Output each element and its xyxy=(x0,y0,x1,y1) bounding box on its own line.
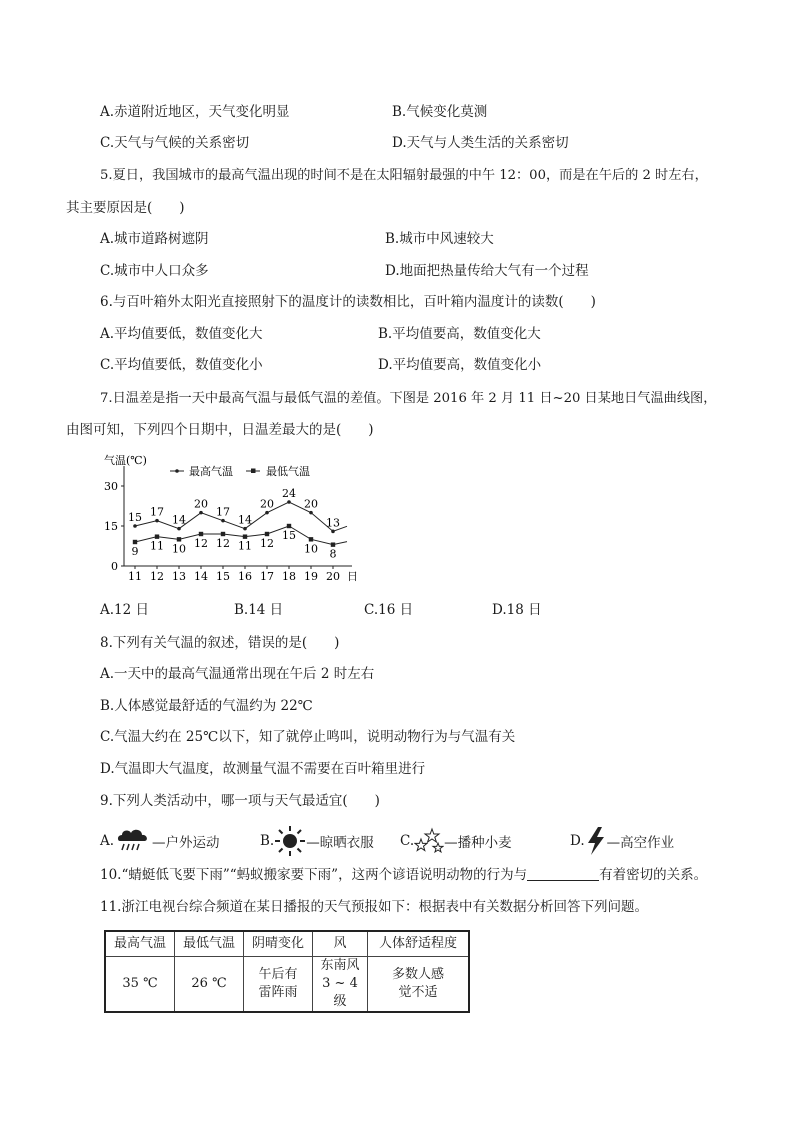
q8-option-d: D.气温即大气温度，故测量气温不需要在百叶箱里进行 xyxy=(100,761,426,777)
q8-option-a: A.一天中的最高气温通常出现在午后 2 时左右 xyxy=(100,666,375,682)
x-tick-label: 11 xyxy=(128,570,142,583)
header-max-temp: 最高气温 xyxy=(105,931,175,957)
cell-comfort-line1: 多数人感 xyxy=(391,967,444,982)
x-tick-label: 14 xyxy=(194,570,208,583)
q9-option-a-letter: A. xyxy=(100,833,115,849)
x-tick-label: 20 xyxy=(326,570,340,583)
cell-weather xyxy=(244,957,313,1013)
q9-option-d-letter: D. xyxy=(570,833,585,849)
cell-wind-line1: 东南风 xyxy=(320,958,360,973)
min-temp-label: 15 xyxy=(282,529,296,542)
q8-option-b: B.人体感觉最舒适的气温约为 22℃ xyxy=(100,698,313,714)
q7-option-a: A.12 日 xyxy=(100,602,150,618)
legend-min-marker xyxy=(251,469,256,474)
min-temp-label: 8 xyxy=(329,547,337,561)
q9-stem: 9.下列人类活动中，哪一项与天气最适宜( ) xyxy=(100,793,380,809)
q9-option-c-text: —播种小麦 xyxy=(444,835,512,851)
max-temp-point xyxy=(177,527,181,531)
x-tick-label: 16 xyxy=(238,570,252,583)
sun-icon xyxy=(274,825,306,857)
max-temp-point xyxy=(199,511,203,515)
cell-wind xyxy=(313,957,368,1013)
min-temp-label: 11 xyxy=(150,539,164,553)
q9-option-b-letter: B. xyxy=(260,833,275,849)
legend-min-label: 最低气温 xyxy=(266,465,310,478)
q9-option-c xyxy=(400,824,512,858)
min-temp-label: 12 xyxy=(194,537,208,550)
x-tick-label: 18 xyxy=(282,570,296,583)
q4-option-a: A.赤道附近地区，天气变化明显 xyxy=(100,104,290,120)
q7-option-d: D.18 日 xyxy=(492,602,542,618)
min-temp-label: 12 xyxy=(260,537,274,550)
table-row xyxy=(105,957,469,1013)
cell-wind-line2: 3 ~ 4 级 xyxy=(322,976,358,1009)
q5-stem-line2: 其主要原因是( ) xyxy=(66,200,185,216)
q5-option-a: A.城市道路树遮阴 xyxy=(100,231,209,247)
q9-option-c-letter: C. xyxy=(400,833,415,849)
q9-option-a-text: —户外运动 xyxy=(152,835,220,851)
cell-weather-line1: 午后有 xyxy=(258,967,298,982)
q6-option-c: C.平均值要低，数值变化小 xyxy=(100,357,263,373)
q9-option-d xyxy=(570,824,674,858)
q10-answer-blank[interactable] xyxy=(527,866,599,881)
y-tick-label: 0 xyxy=(111,560,118,573)
header-weather: 阴晴变化 xyxy=(244,931,313,957)
cell-weather-line2: 雷阵雨 xyxy=(258,985,298,1000)
q8-stem: 8.下列有关气温的叙述，错误的是( ) xyxy=(100,635,340,651)
rain-cloud-icon xyxy=(114,826,152,856)
header-comfort: 人体舒适程度 xyxy=(368,931,470,957)
header-min-temp: 最低气温 xyxy=(175,931,244,957)
temperature-chart xyxy=(100,448,362,588)
q4-option-b: B.气候变化莫测 xyxy=(392,104,488,120)
y-tick-label: 30 xyxy=(104,480,118,493)
q9-option-a xyxy=(100,824,220,858)
q9-option-b-text: —晾晒衣服 xyxy=(306,835,374,851)
temperature-chart-svg xyxy=(100,448,362,588)
q7-stem-line2: 由图可知，下列四个日期中，日温差最大的是( ) xyxy=(66,422,374,438)
x-tick-label: 15 xyxy=(216,570,230,583)
q10-stem xyxy=(100,866,707,884)
q7-option-c: C.16 日 xyxy=(364,602,414,618)
x-tick-label: 13 xyxy=(172,570,186,583)
max-temp-label: 17 xyxy=(216,505,230,519)
lightning-icon xyxy=(585,826,607,856)
table-header-row xyxy=(105,931,469,957)
min-temp-point xyxy=(331,542,335,546)
q6-stem: 6.与百叶箱外太阳光直接照射下的温度计的读数相比，百叶箱内温度计的读数( ) xyxy=(100,294,596,310)
max-temp-point xyxy=(221,519,225,523)
x-tick-label: 12 xyxy=(150,570,164,583)
stars-icon xyxy=(414,827,444,855)
q5-option-b: B.城市中风速较大 xyxy=(385,231,494,247)
q10-text-before: 10.“蜻蜓低飞要下雨”“蚂蚁搬家要下雨”，这两个谚语说明动物的行为与 xyxy=(100,867,528,883)
max-temp-label: 14 xyxy=(172,513,186,527)
cell-comfort xyxy=(368,957,470,1013)
cell-max-temp: 35 ℃ xyxy=(105,957,175,1013)
cell-comfort-line2: 觉不适 xyxy=(398,985,438,1000)
q9-options xyxy=(100,824,720,858)
q6-option-d: D.平均值要高，数值变化小 xyxy=(378,357,542,373)
max-temp-label: 17 xyxy=(150,505,164,519)
max-temp-point xyxy=(243,527,247,531)
header-wind: 风 xyxy=(313,931,368,957)
q5-option-c: C.城市中人口众多 xyxy=(100,263,209,279)
q7-stem-line1: 7.日温差是指一天中最高气温与最低气温的差值。下图是 2016 年 2 月 11 日~20 日某地日气温曲线图， xyxy=(100,391,717,406)
max-temp-point xyxy=(133,524,137,528)
q4-option-d: D.天气与人类生活的关系密切 xyxy=(392,135,569,151)
min-temp-label: 12 xyxy=(216,537,230,550)
q6-option-b: B.平均值要高，数值变化大 xyxy=(378,326,541,342)
min-temp-point xyxy=(265,532,269,536)
max-temp-label: 14 xyxy=(238,513,252,527)
min-temp-point xyxy=(243,534,247,538)
legend-max-marker xyxy=(175,469,179,473)
q6-option-a: A.平均值要低，数值变化大 xyxy=(100,326,263,342)
min-temp-point xyxy=(221,532,225,536)
max-temp-point xyxy=(265,511,269,515)
q9-option-b xyxy=(260,824,374,858)
max-temp-point xyxy=(155,519,159,523)
min-temp-point xyxy=(177,537,181,541)
max-temp-point xyxy=(331,530,335,534)
min-temp-point xyxy=(309,537,313,541)
q7-option-b: B.14 日 xyxy=(234,602,284,618)
y-axis-label: 气温(℃) xyxy=(104,454,147,467)
q5-stem-line1: 5.夏日，我国城市的最高气温出现的时间不是在太阳辐射最强的中午 12：00，而是在午后的 2 时左右， xyxy=(100,168,708,183)
q11-stem: 11.浙江电视台综合频道在某日播报的天气预报如下：根据表中有关数据分析回答下列问题。 xyxy=(100,899,648,915)
q4-option-c: C.天气与气候的关系密切 xyxy=(100,135,250,151)
weather-forecast-table xyxy=(104,930,470,1013)
max-temp-label: 20 xyxy=(304,497,318,511)
x-tick-label: 17 xyxy=(260,570,274,583)
max-temp-label: 13 xyxy=(326,516,340,530)
x-axis-label: 日 xyxy=(347,570,358,583)
max-temp-point xyxy=(287,500,291,504)
max-temp-label: 15 xyxy=(128,511,142,524)
min-temp-point xyxy=(199,532,203,536)
max-temp-label: 20 xyxy=(194,497,208,511)
cell-min-temp: 26 ℃ xyxy=(175,957,244,1013)
q9-option-d-text: —高空作业 xyxy=(606,835,675,851)
x-tick-label: 19 xyxy=(304,570,318,583)
q8-option-c: C.气温大约在 25℃以下，知了就停止鸣叫，说明动物行为与气温有关 xyxy=(100,729,516,745)
max-temp-point xyxy=(309,511,313,515)
q10-text-after: 有着密切的关系。 xyxy=(599,867,708,883)
max-temp-label: 24 xyxy=(282,487,296,500)
legend-max-label: 最高气温 xyxy=(189,465,233,478)
y-tick-label: 15 xyxy=(104,520,118,533)
q5-option-d: D.地面把热量传给大气有一个过程 xyxy=(385,263,589,279)
min-temp-label: 10 xyxy=(304,542,318,556)
max-temp-label: 20 xyxy=(260,497,274,511)
min-temp-label: 10 xyxy=(172,542,186,556)
min-temp-point xyxy=(133,540,137,544)
min-temp-point xyxy=(155,534,159,538)
min-temp-point xyxy=(287,524,291,528)
min-temp-label: 9 xyxy=(131,545,139,558)
min-temp-label: 11 xyxy=(238,539,252,553)
